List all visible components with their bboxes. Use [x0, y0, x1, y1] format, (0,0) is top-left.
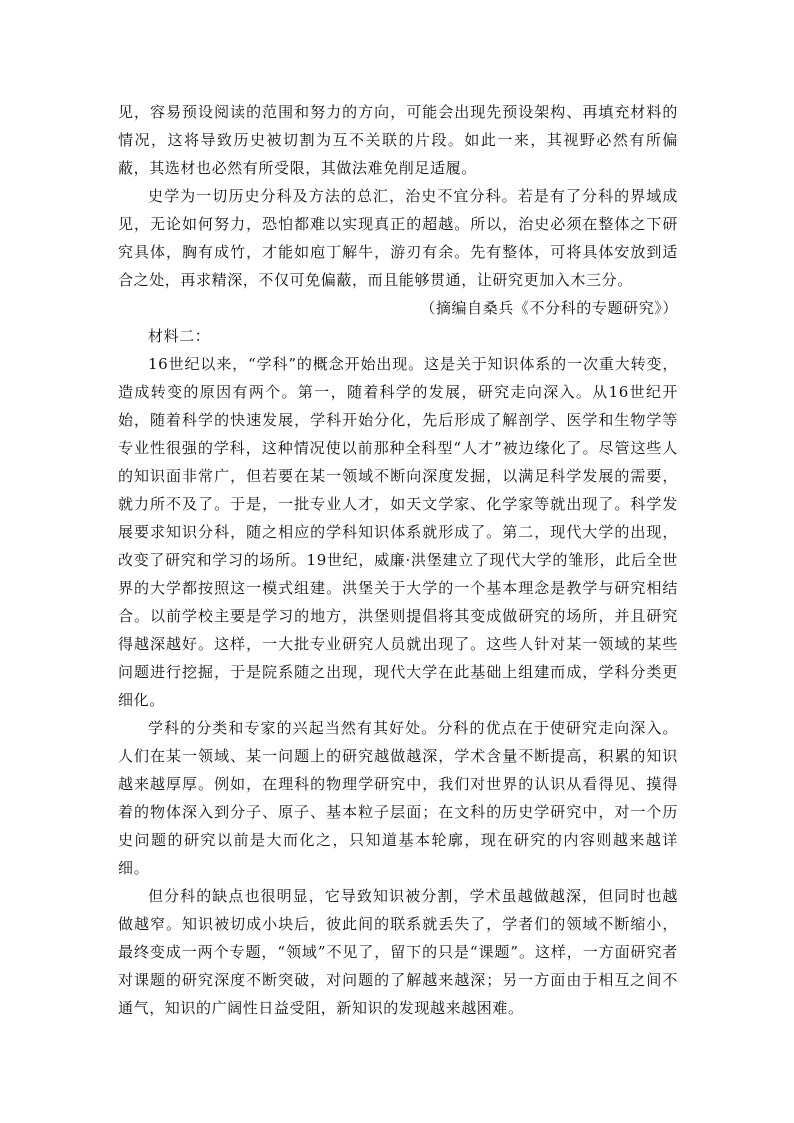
paragraph-history-holistic: 史学为一切历史分科及方法的总汇，治史不宜分科。若是有了分科的界域成见，无论如何努力，恐怕都难以实现真正的超越。所以，治史必须在整体之下研究具体，胸有成竹，才能如庖丁解牛，游刃有余。先有整体，可将具体安放到适合之处，再求精深，不仅可免偏蔽，而且能够贯通，让研究更加入木三分。: [118, 187, 678, 289]
paragraph-discipline-origin: 16世纪以来，“学科”的概念开始出现。这是关于知识体系的一次重大转变，造成转变的原因有两个。第一，随着科学的发展，研究走向深入。从16世纪开始，随着科学的快速发展，学科开始分化，先后形成了解剖学、医学和生物学等专业性很强的学科，这种情况使以前那种全科型“人才”被边缘化了。尽管这些人的知识面非常广，但若要在某一领域不断向深度发掘，以满足科学发展的需要，就力所不及了。于是，一批专业人才，如天文学家、化学家等就出现了。科学发展要求知识分科，随之相应的学科知识体系就形成了。第二，现代大学的出现，改变了研究和学习的场所。19世纪，威廉·洪堡建立了现代大学的雏形，此后全世界的大学都按照这一模式组建。洪堡关于大学的一个基本理念是教学与研究相结合。以前学校主要是学习的地方，洪堡则提倡将其变成做研究的场所，并且研究得越深越好。这样，一大批专业研究人员就出现了。这些人针对某一领域的某些问题进行挖掘，于是院系随之出现，现代大学在此基础上组建而成，学科分类更细化。: [118, 355, 678, 709]
material-two-label: 材料二：: [148, 327, 211, 345]
document-page: [118, 98, 678, 1022]
paragraph-discipline-drawbacks: 但分科的缺点也很明显，它导致知识被分割，学术虽越做越深，但同时也越做越窄。知识被切成小块后，彼此间的联系就丢失了，学者们的领域不断缩小，最终变成一两个专题，“领域”不见了，留下的只是“课题”。这样，一方面研究者对课题的研究深度不断突破，对问题的了解越来越深；另一方面由于相互之间不通气，知识的广阔性日益受阻，新知识的发现越来越困难。: [118, 887, 678, 1017]
paragraph-continued: 见，容易预设阅读的范围和努力的方向，可能会出现先预设架构、再填充材料的情况，这将导致历史被切割为互不关联的片段。如此一来，其视野必然有所偏蔽，其选材也必然有所受限，其做法难免削足适履。: [118, 103, 678, 177]
paragraph-discipline-benefits: 学科的分类和专家的兴起当然有其好处。分科的优点在于使研究走向深入。人们在某一领域、某一问题上的研究越做越深，学术含量不断提高，积累的知识越来越厚厚。例如，在理科的物理学研究中，我们对世界的认识从看得见、摸得着的物体深入到分子、原子、基本粒子层面；在文科的历史学研究中，对一个历史问题的研究以前是大而化之，只知道基本轮廓，现在研究的内容则越来越详细。: [118, 719, 678, 877]
source-citation: （摘编自桑兵《不分科的专题研究》）: [420, 299, 678, 317]
